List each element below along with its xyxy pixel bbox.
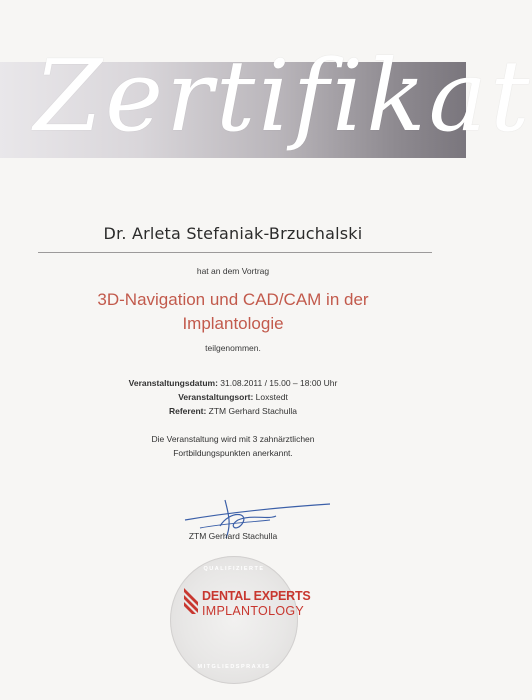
lecture-title-line2: Implantologie	[182, 314, 284, 333]
event-place-value: Loxstedt	[255, 392, 288, 402]
event-date-label: Veranstaltungsdatum:	[128, 378, 218, 388]
quality-seal	[170, 556, 311, 684]
event-date-value: 31.08.2011 / 15.00 – 18:00 Uhr	[220, 378, 338, 388]
event-speaker-value: ZTM Gerhard Stachulla	[208, 406, 298, 416]
brand-line2: IMPLANTOLOGY	[202, 604, 305, 618]
brand-line1: DENTAL EXPERTS	[202, 589, 311, 603]
dental-experts-logo-icon	[182, 586, 200, 616]
intro-text: hat an dem Vortrag	[196, 266, 270, 276]
event-place-row	[0, 390, 466, 404]
event-place-label: Veranstaltungsort:	[178, 392, 254, 402]
recipient-name: Dr. Arleta Stefaniak-Brzuchalski	[103, 224, 363, 243]
participated-text: teilgenommen.	[205, 343, 261, 353]
signer-name: ZTM Gerhard Stachulla	[188, 531, 278, 541]
event-date-row	[0, 376, 466, 390]
lecture-title	[0, 288, 466, 336]
seal-top-text: QUALIFIZIERTE	[203, 566, 265, 572]
credit-note-line2: Fortbildungspunkten anerkannt.	[173, 448, 293, 458]
lecture-title-line1: 3D-Navigation und CAD/CAM in der	[97, 290, 369, 309]
divider	[38, 252, 432, 253]
event-speaker-label: Referent:	[168, 406, 207, 416]
certificate-title: Zertifikat	[34, 40, 532, 154]
seal-bottom-text: MITGLIEDSPRAXIS	[197, 664, 271, 670]
event-speaker-row	[0, 404, 466, 418]
event-details	[0, 376, 466, 418]
credit-note	[0, 432, 466, 460]
credit-note-line1: Die Veranstaltung wird mit 3 zahnärztlichen	[151, 434, 315, 444]
